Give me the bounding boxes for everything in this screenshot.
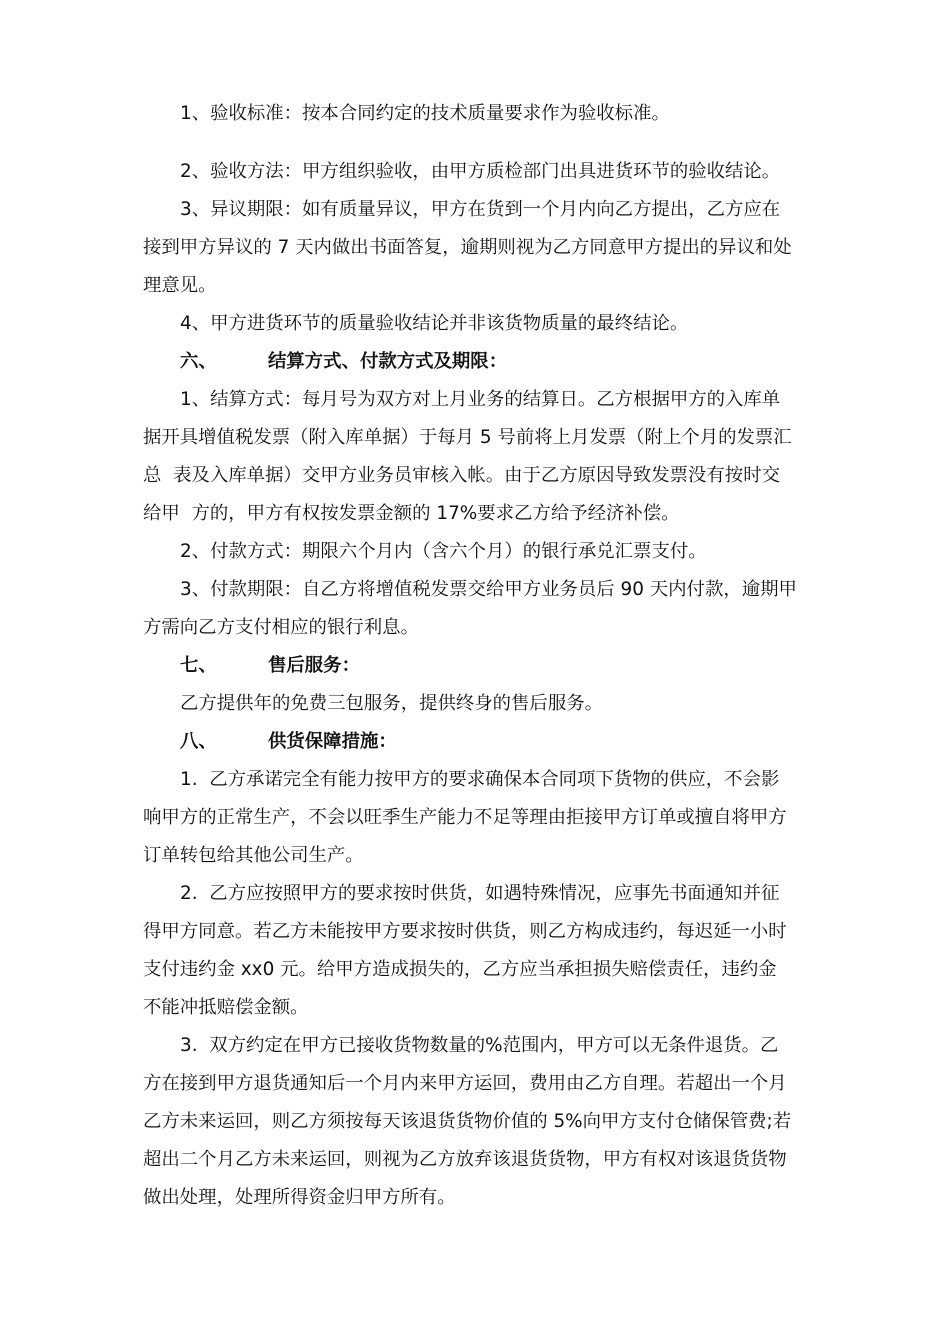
payment-period-line-2: 方需向乙方支付相应的银行利息。	[143, 617, 419, 638]
supply-guarantee-2-line-2: 得甲方同意。若乙方未能按甲方要求按时供货，则乙方构成违约，每迟延一小时	[143, 921, 787, 942]
objection-period-line-3: 理意见。	[143, 275, 217, 296]
payment-period-line-1: 3、付款期限：自乙方将增值税发票交给甲方业务员后 90 天内付款，逾期甲	[180, 579, 797, 600]
settlement-method-line-4: 给甲 方的，甲方有权按发票金额的 17%要求乙方给予经济补偿。	[143, 503, 680, 524]
supply-guarantee-1-line-3: 订单转包给其他公司生产。	[143, 845, 364, 866]
section-seven-heading: 七、 售后服务：	[180, 655, 360, 676]
final-conclusion-line: 4、甲方进货环节的质量验收结论并非该货物质量的最终结论。	[180, 313, 689, 334]
supply-guarantee-1-line-1: 1. 乙方承诺完全有能力按甲方的要求确保本合同项下货物的供应，不会影	[180, 769, 780, 790]
supply-guarantee-3-line-2: 方在接到甲方退货通知后一个月内来甲方运回，费用由乙方自理。若超出一个月	[143, 1073, 787, 1094]
supply-guarantee-3-line-3: 乙方未来运回，则乙方须按每天该退货货物价值的 5%向甲方支付仓储保管费;若	[143, 1111, 792, 1132]
settlement-method-line-2: 据开具增值税发票（附入库单据）于每月 5 号前将上月发票（附上个月的发票汇	[143, 427, 792, 448]
supply-guarantee-2-line-4: 不能冲抵赔偿金额。	[143, 997, 309, 1018]
section-eight-heading: 八、 供货保障措施：	[180, 731, 397, 752]
after-sales-line: 乙方提供年的免费三包服务，提供终身的售后服务。	[180, 693, 603, 714]
supply-guarantee-2-line-1: 2. 乙方应按照甲方的要求按时供货，如遇特殊情况，应事先书面通知并征	[180, 883, 780, 904]
acceptance-standard-line: 1、验收标准：按本合同约定的技术质量要求作为验收标准。	[180, 103, 670, 124]
supply-guarantee-3-line-1: 3. 双方约定在甲方已接收货物数量的%范围内，甲方可以无条件退货。乙	[180, 1035, 779, 1056]
supply-guarantee-3-line-4: 超出二个月乙方未来运回，则视为乙方放弃该退货货物，甲方有权对该退货货物	[143, 1149, 787, 1170]
payment-method-line: 2、付款方式：期限六个月内（含六个月）的银行承兑汇票支付。	[180, 541, 707, 562]
settlement-method-line-3: 总 表及入库单据）交甲方业务员审核入帐。由于乙方原因导致发票没有按时交	[143, 465, 780, 486]
supply-guarantee-3-line-5: 做出处理，处理所得资金归甲方所有。	[143, 1187, 456, 1208]
acceptance-method-line: 2、验收方法：甲方组织验收，由甲方质检部门出具进货环节的验收结论。	[180, 161, 781, 182]
objection-period-line-2: 接到甲方异议的 7 天内做出书面答复，逾期则视为乙方同意甲方提出的异议和处	[143, 237, 792, 258]
objection-period-line-1: 3、异议期限：如有质量异议，甲方在货到一个月内向乙方提出，乙方应在	[180, 199, 781, 220]
supply-guarantee-1-line-2: 响甲方的正常生产，不会以旺季生产能力不足等理由拒接甲方订单或擅自将甲方	[143, 807, 787, 828]
settlement-method-line-1: 1、结算方式：每月号为双方对上月业务的结算日。乙方根据甲方的入库单	[180, 389, 781, 410]
section-six-heading: 六、 结算方式、付款方式及期限：	[180, 351, 508, 372]
supply-guarantee-2-line-3: 支付违约金 xx0 元。给甲方造成损失的，乙方应当承担损失赔偿责任，违约金	[143, 959, 777, 980]
